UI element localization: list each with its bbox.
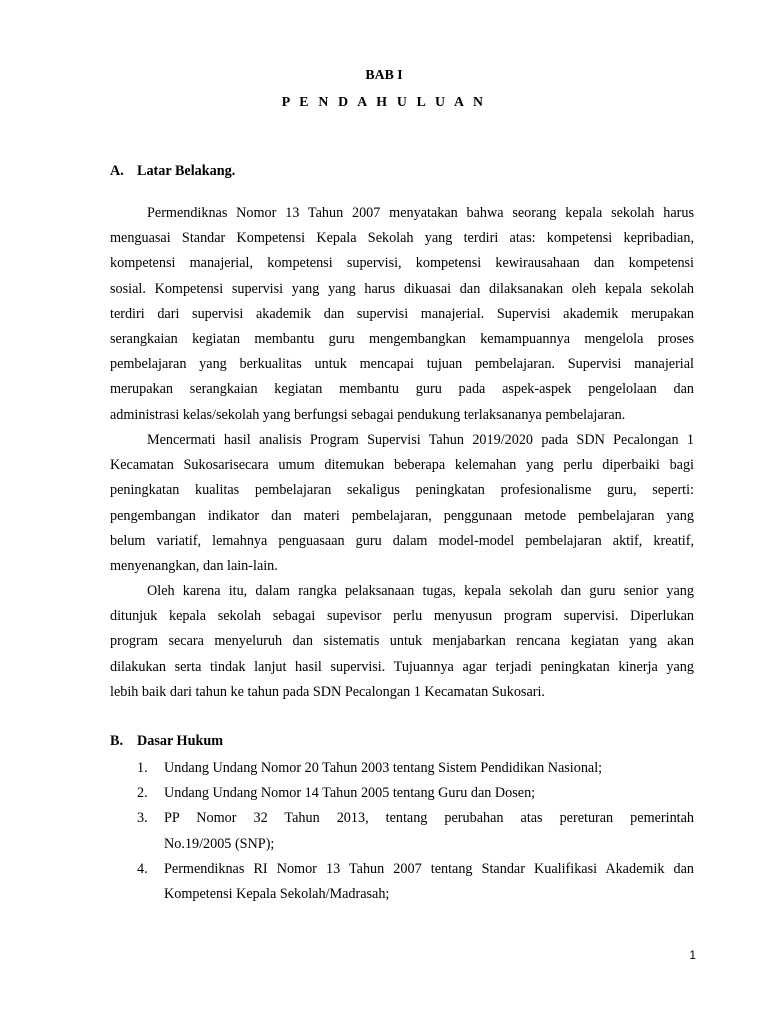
paragraph-line: Kecamatan Sukosarisecara umum ditemukan beberapa kelemahan yang perlu diperbaiki bagi <box>110 457 694 474</box>
paragraph-line: serangkaian kegiatan membantu guru mengembangkan kemampuannya mengelola proses <box>110 330 694 347</box>
list-item <box>110 857 694 907</box>
paragraph-line: dilakukan serta tindak lanjut hasil supervisi. Tujuannya agar terjadi peningkatan kinerja yang <box>110 658 694 675</box>
paragraph-line: program secara menyeluruh dan sistematis untuk menjabarkan rencana kegiatan yang akan <box>110 633 694 650</box>
chapter-label: BAB I <box>365 67 403 82</box>
list-item-line: Kompetensi Kepala Sekolah/Madrasah; <box>164 885 390 902</box>
paragraph-line: lebih baik dari tahun ke tahun pada SDN Pecalongan 1 Kecamatan Sukosari. <box>110 683 545 700</box>
paragraph-line: sosial. Kompetensi supervisi yang yang harus dikuasai dan dilaksanakan oleh kepala sekolah <box>110 280 694 297</box>
paragraph-line: menyenangkan, dan lain-lain. <box>110 557 278 574</box>
list-item-number: 3. <box>137 810 148 827</box>
section-b-heading <box>110 731 223 751</box>
paragraph-1 <box>110 201 694 428</box>
paragraph-line: pembelajaran yang berkualitas untuk mencapai tujuan pembelajaran. Supervisi manajerial <box>110 356 694 373</box>
list-item-number: 4. <box>137 860 148 877</box>
list-item <box>110 756 694 781</box>
paragraph-line: kompetensi manajerial, kompetensi supervisi, kompetensi kewirausahaan dan kompetensi <box>110 255 694 272</box>
section-a-label: A. <box>110 163 124 179</box>
page-number: 1 <box>689 948 696 962</box>
paragraph-2 <box>110 428 694 579</box>
dasar-hukum-list <box>110 756 694 907</box>
list-item-number: 2. <box>137 785 148 802</box>
list-item-line: PP Nomor 32 Tahun 2013, tentang perubahan atas pereturan pemerintah <box>164 810 694 827</box>
paragraph-line: administrasi kelas/sekolah yang berfungsi sebagai pendukung terlaksananya pembelajaran. <box>110 406 626 423</box>
section-b-label: B. <box>110 733 124 749</box>
paragraph-line: belum variatif, lemahnya penguasaan guru dalam model-model pembelajaran aktif, kreatif, <box>110 532 694 549</box>
paragraph-line: terdiri dari supervisi akademik dan supervisi manajerial. Supervisi akademik merupakan <box>110 305 694 322</box>
paragraph-line: menguasai Standar Kompetensi Kepala Sekolah yang terdiri atas: kompetensi kepribadian, <box>110 230 694 247</box>
list-item-line: Permendiknas RI Nomor 13 Tahun 2007 tentang Standar Kualifikasi Akademik dan <box>164 860 694 877</box>
paragraph-line: pengembangan indikator dan materi pembelajaran, penggunaan metode pembelajaran yang <box>110 507 694 524</box>
paragraph-line: ditunjuk kepala sekolah sebagai supevisor perlu menyusun program supervisi. Diperlukan <box>110 608 694 625</box>
paragraph-line: Mencermati hasil analisis Program Supervisi Tahun 2019/2020 pada SDN Pecalongan 1 <box>147 432 694 448</box>
paragraph-line: Permendiknas Nomor 13 Tahun 2007 menyatakan bahwa seorang kepala sekolah harus <box>147 205 694 221</box>
paragraph-3 <box>110 579 694 705</box>
paragraph-line: Oleh karena itu, dalam rangka pelaksanaan tugas, kepala sekolah dan guru senior yang <box>147 583 694 599</box>
list-item-line: Undang Undang Nomor 14 Tahun 2005 tentang Guru dan Dosen; <box>164 785 536 802</box>
section-a-heading <box>110 161 235 181</box>
list-item-line: No.19/2005 (SNP); <box>164 835 275 852</box>
list-item <box>110 806 694 856</box>
list-item-line: Undang Undang Nomor 20 Tahun 2003 tentang Sistem Pendidikan Nasional; <box>164 760 603 776</box>
paragraph-line: peningkatan kualitas pembelajaran sekaligus peningkatan profesionalisme guru, seperti: <box>110 482 694 499</box>
section-a-title: Latar Belakang. <box>137 163 236 179</box>
list-item <box>110 781 694 806</box>
chapter-title: P E N D A H U L U A N <box>281 94 487 109</box>
list-item-number: 1. <box>137 760 148 776</box>
section-b-title: Dasar Hukum <box>137 733 224 749</box>
paragraph-line: merupakan serangkaian kegiatan membantu guru pada aspek-aspek pengelolaan dan <box>110 381 694 398</box>
